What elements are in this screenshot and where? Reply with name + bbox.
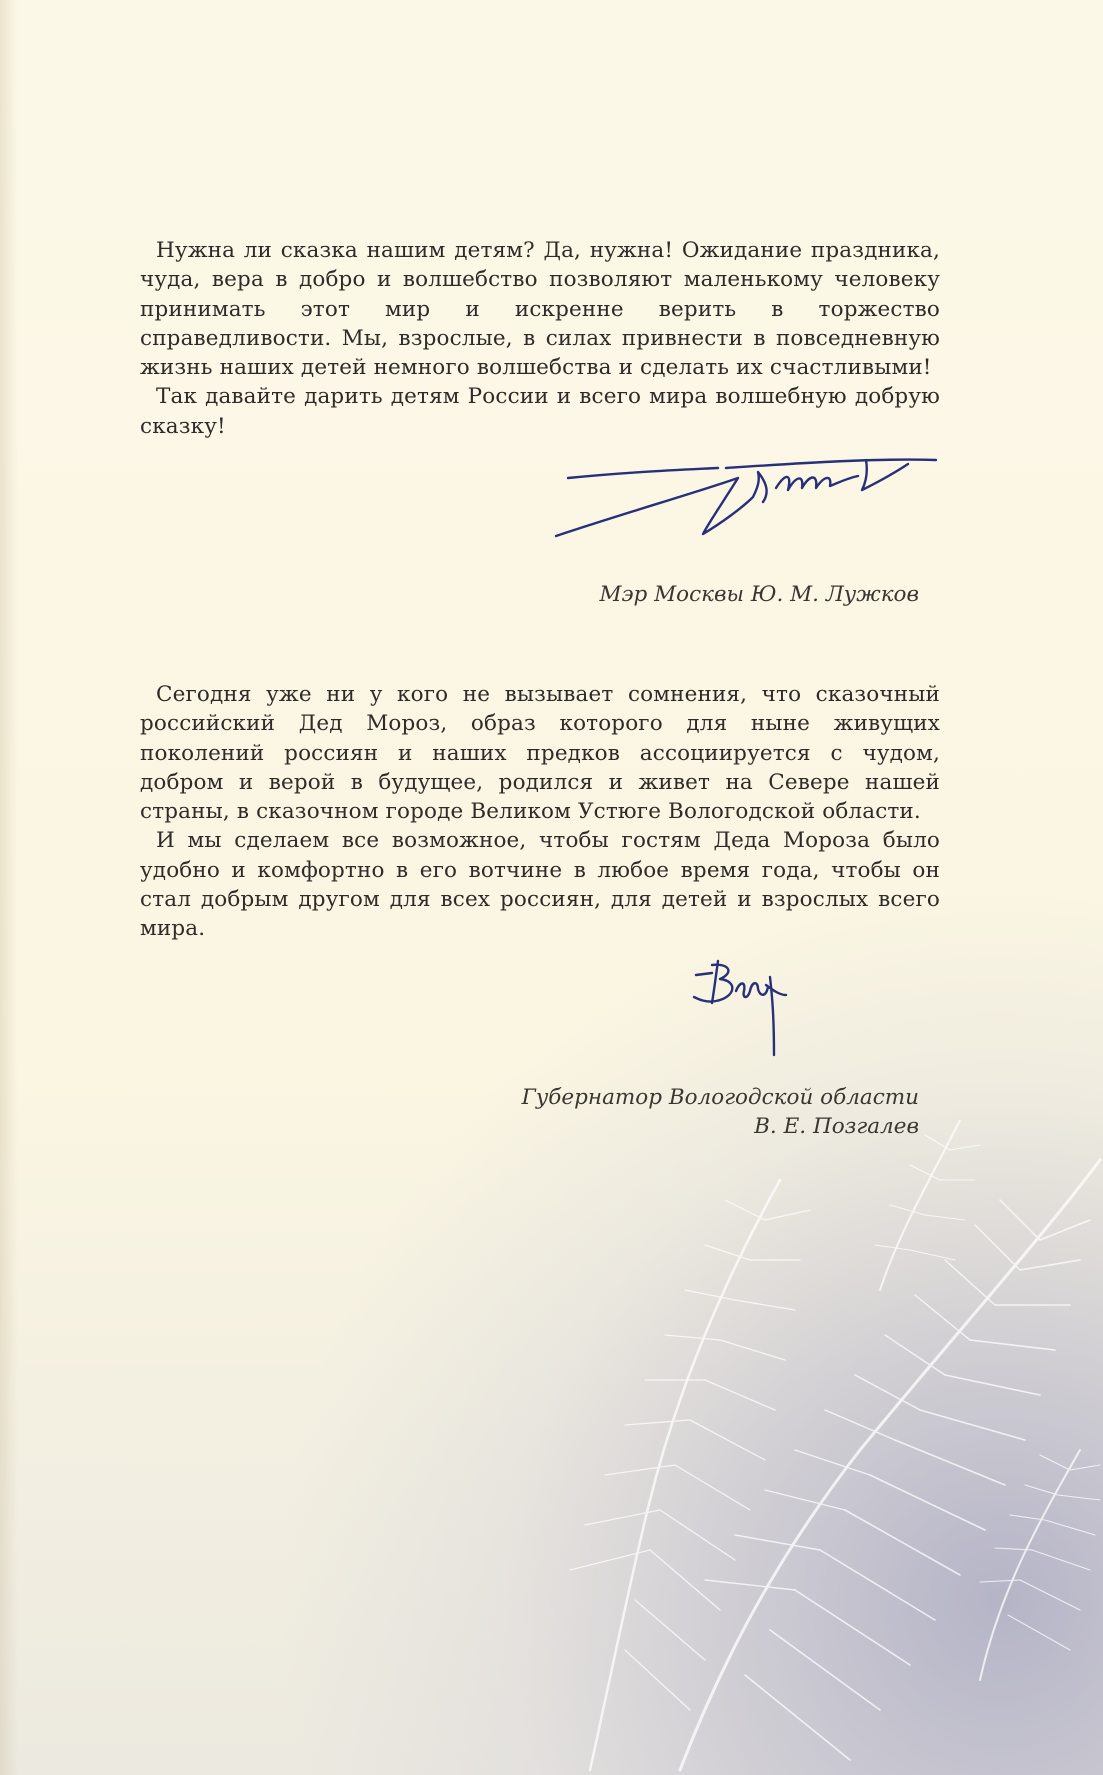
mayor-paragraph-2: Так давайте дарить детям России и всего мира волшебную добрую сказку! xyxy=(140,384,940,439)
mayor-signature-icon xyxy=(548,452,940,540)
frost-pattern-decoration xyxy=(480,1120,1103,1775)
mayor-letter xyxy=(140,236,940,441)
governor-signature-caption-line-2: В. Е. Позгалев xyxy=(754,1114,919,1139)
mayor-signature-caption: Мэр Москвы Ю. М. Лужков xyxy=(599,582,919,607)
mayor-paragraph-1: Нужна ли сказка нашим детям? Да, нужна! Ожидание праздника, чуда, вера в добро и волшебство позволяют маленькому человеку принимать этот мир и искренне верить в торжество справедливости. Мы, взрослые, в силах привнести в повседневную жизнь наших детей немного волшебства и сделать их счастливыми! xyxy=(140,238,940,381)
governor-paragraph-2: И мы сделаем все возможное, чтобы гостям Деда Мороза было удобно и комфортно в его вотчине в любое время года, чтобы он стал добрым другом для всех россиян, для детей и взрослых всего мира. xyxy=(140,828,940,942)
governor-letter xyxy=(140,680,940,944)
governor-signature-caption-line-1: Губернатор Вологодской области xyxy=(521,1085,919,1110)
governor-paragraph-1: Сегодня уже ни у кого не вызывает сомнения, что сказочный российский Дед Мороз, образ которого для ныне живущих поколений россиян и наших предков ассоциируется с чудом, добром и верой в будущее, родился и живет на Севере нашей страны, в сказочном городе Великом Устюге Вологодской области. xyxy=(140,682,940,825)
governor-signature-icon xyxy=(690,955,800,1060)
